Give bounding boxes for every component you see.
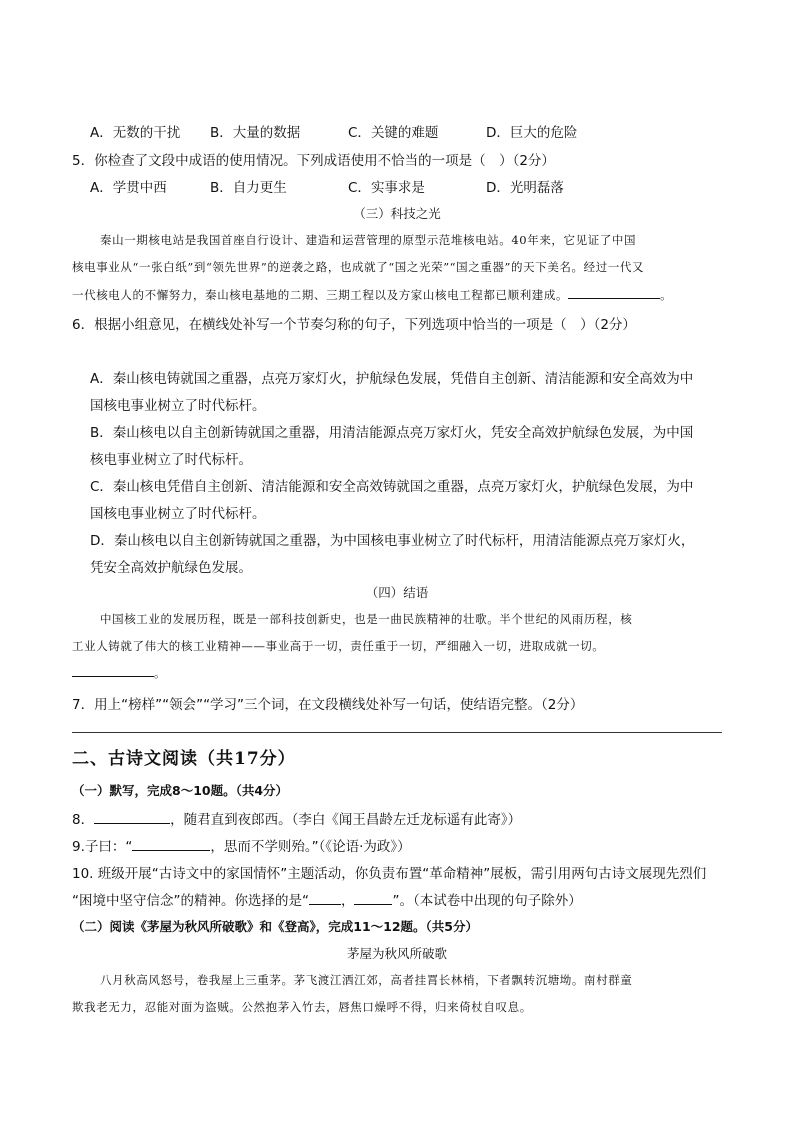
- answer-blank[interactable]: [72, 664, 154, 677]
- answer-blank[interactable]: [568, 286, 660, 299]
- part3-paragraph-line: 一代核电人的不懈努力，秦山核电基地的二期、三期工程以及方家山核电工程都已顺利建成。 。: [72, 288, 673, 302]
- q8-answer-blank[interactable]: [94, 811, 170, 824]
- q6-option-d-line1: D．秦山核电以自主创新铸就国之重器，为中国核电事业树立了时代标杆，用清洁能源点亮万家灯火，: [90, 533, 695, 549]
- part4-paragraph-line: 中国核工业的发展历程，既是一部科技创新史，也是一曲民族精神的壮歌。半个世纪的风雨历程，核: [100, 612, 633, 626]
- sub1-title: （一）默写，完成8～10题。（共4分）: [72, 783, 289, 798]
- q6-option-c-line1: C．秦山核电凭借自主创新、清洁能源和安全高效铸就国之重器，点亮万家灯火，护航绿色发展，为中: [90, 479, 694, 495]
- q6-option-d-line2: 凭安全高效护航绿色发展。: [90, 560, 252, 576]
- q5-option-c: C．实事求是: [348, 180, 425, 196]
- part3-paragraph-line: 核电事业从“一张白纸”到“领先世界”的逆袭之路，也成就了“国之光荣”“国之重器”的天下美名。经过一代又: [72, 260, 645, 274]
- section2-title: 二、古诗文阅读（共17分）: [72, 749, 296, 769]
- q6-option-c-line2: 国核电事业树立了时代标杆。: [90, 506, 266, 522]
- part3-paragraph-line: 秦山一期核电站是我国首座自行设计、建造和运营管理的原型示范堆核电站。40年来，它见证了中国: [100, 233, 637, 247]
- poem-line: 欺我老无力，忍能对面为盗贼。公然抱茅入竹去，唇焦口燥呼不得，归来倚杖自叹息。: [72, 1000, 532, 1014]
- q5-option-b: B．自力更生: [210, 180, 287, 196]
- q4-option-d: D．巨大的危险: [486, 125, 578, 141]
- q7-stem: 7．用上“榜样”“领会”“学习”三个词，在文段横线处补写一句话，使结语完整。（2分）: [72, 697, 584, 713]
- q5-option-a: A．学贯中西: [90, 180, 167, 196]
- q6-option-b-line2: 核电事业树立了时代标杆。: [90, 452, 252, 468]
- sub2-title: （二）阅读《茅屋为秋风所破歌》和《登高》，完成11～12题。（共5分）: [72, 919, 478, 934]
- section-divider: [72, 732, 722, 733]
- part4-heading: （四）结语: [365, 585, 429, 600]
- q6-stem: 6．根据小组意见，在横线处补写一个节奏匀称的句子，下列选项中恰当的一项是（ ）（2分）: [72, 317, 636, 333]
- part4-paragraph-line: 工业人铸就了伟大的核工业精神——事业高于一切，责任重于一切，严细融入一切，进取成就一切。: [72, 639, 605, 653]
- poem-line: 八月秋高风怒号，卷我屋上三重茅。茅飞渡江洒江郊，高者挂罥长林梢，下者飘转沉塘坳。南村群童: [100, 973, 633, 987]
- q9: 9.子曰：“ ，思而不学则殆。”（《论语·为政》）: [72, 839, 411, 855]
- q6-option-a-line2: 国核电事业树立了时代标杆。: [90, 398, 266, 414]
- poem-title: 茅屋为秋风所破歌: [346, 946, 447, 961]
- part3-heading: （三）科技之光: [353, 206, 441, 221]
- q5-stem: 5．你检查了文段中成语的使用情况。下列成语使用不恰当的一项是（ ）（2分）: [72, 153, 555, 169]
- q10-line2: “困境中坚守信念”的精神。你选择的是“ ， ”。（本试卷中出现的句子除外）: [72, 893, 582, 909]
- q4-option-b: B．大量的数据: [210, 125, 301, 141]
- q10-line1: 10. 班级开展“古诗文中的家国情怀”主题活动，你负责布置“革命精神”展板，需引用两句古诗文展现先烈们: [72, 866, 707, 882]
- q6-option-b-line1: B．秦山核电以自主创新铸就国之重器，用清洁能源点亮万家灯火，凭安全高效护航绿色发展，为中国: [90, 425, 694, 441]
- q10-answer-blank-1[interactable]: [309, 892, 341, 905]
- part4-answer-line: 。: [72, 664, 166, 681]
- q5-option-d: D．光明磊落: [486, 180, 564, 196]
- q10-answer-blank-2[interactable]: [354, 892, 392, 905]
- q9-answer-blank[interactable]: [132, 838, 210, 851]
- q6-option-a-line1: A．秦山核电铸就国之重器，点亮万家灯火，护航绿色发展，凭借自主创新、清洁能源和安全高效为中: [90, 371, 694, 387]
- q4-option-a: A．无数的干扰: [90, 125, 181, 141]
- q4-option-c: C．关键的难题: [348, 125, 439, 141]
- q8: 8． ，随君直到夜郎西。（李白《闻王昌龄左迁龙标遥有此寄》）: [72, 812, 522, 828]
